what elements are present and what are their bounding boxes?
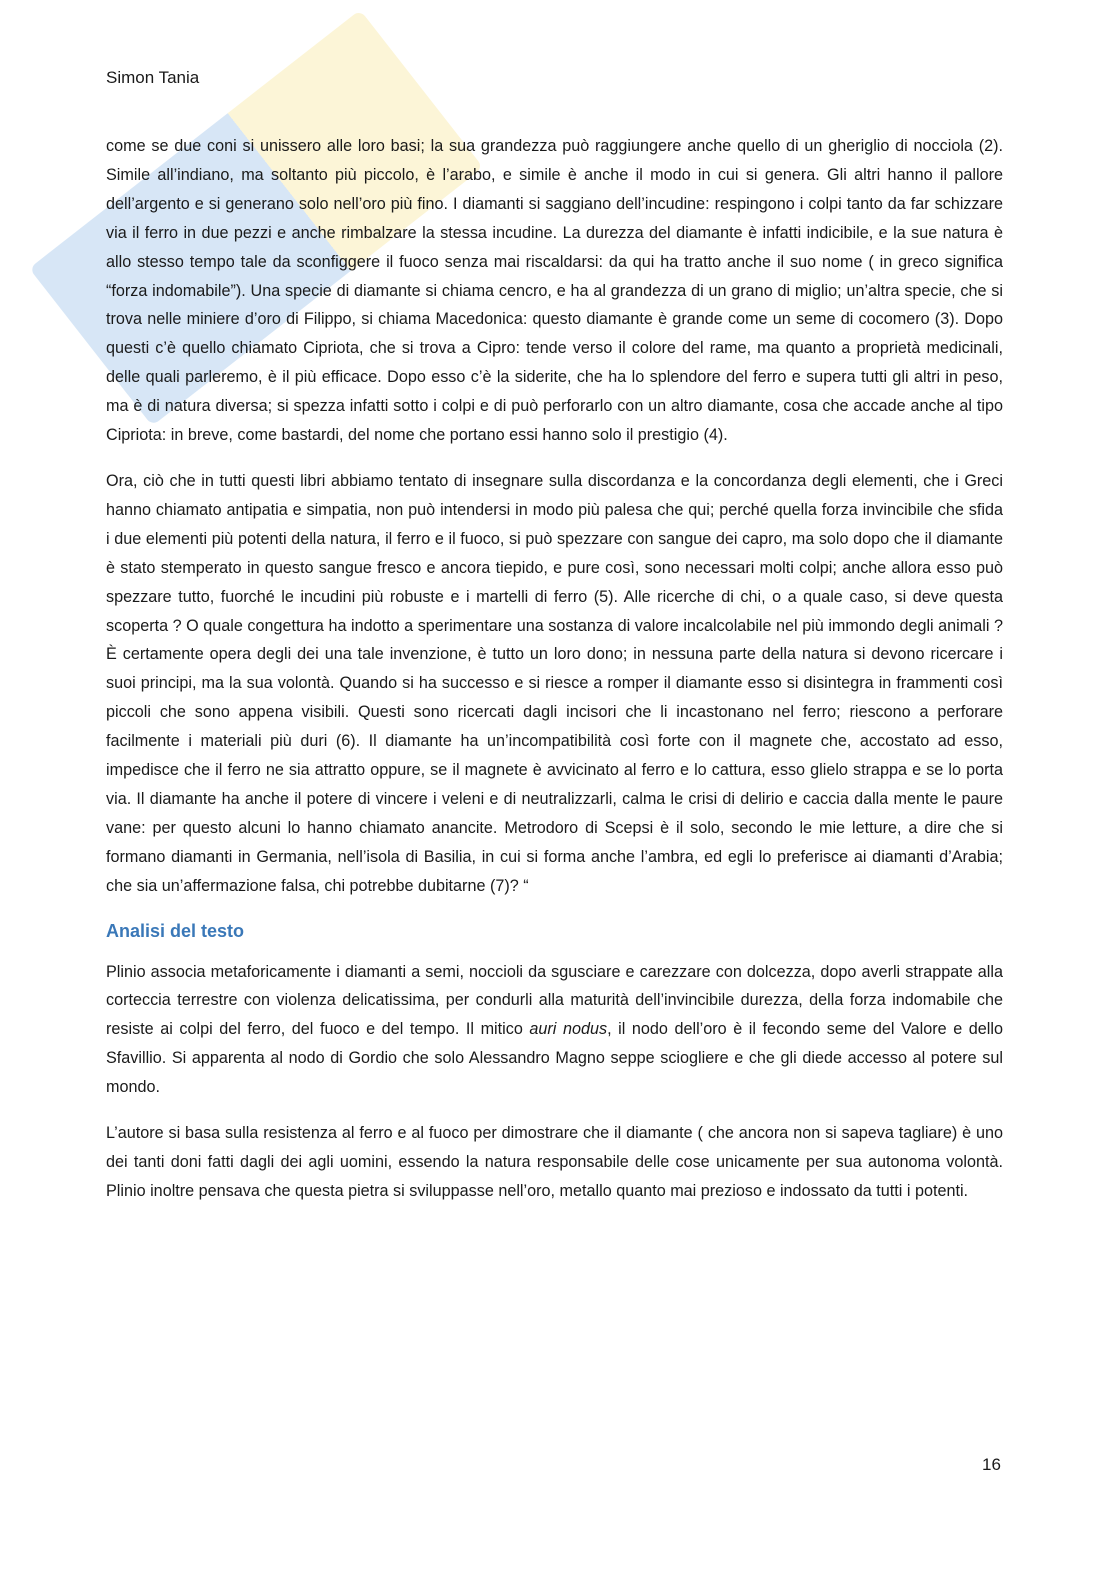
paragraph: L’autore si basa sulla resistenza al ferro e al fuoco per dimostrare che il diamante ( che ancora non si sapeva tagliare) è uno dei tanti doni fatti dagli dei agli uomini, essendo la natura responsabile delle cose unicamente per sua autonoma volontà. Plinio inoltre pensava che questa pietra si sviluppasse nell’oro, metallo quanto mai prezioso e indossato da tutti i potenti. — [106, 1124, 1003, 1200]
text-run: Plinio associa metaforicamente i diamanti a semi, noccioli da sgusciare e carezzare con dolcezza, dopo averli strappate alla corteccia terrestre con violenza delicatissima, per condurli alla maturità dell’invincibile durezza, della forza indomabile che resiste ai colpi del ferro, del fuoco e del tempo. Il mitico — [106, 962, 1003, 1039]
italic-term: auri nodus — [529, 1020, 608, 1039]
document-body — [106, 132, 1003, 1223]
paragraph — [106, 958, 1003, 1103]
paragraph: come se due coni si unissero alle loro basi; la sua grandezza può raggiungere anche quello di un gheriglio di nocciola (2). Simile all’indiano, ma soltanto più piccolo, è l’arabo, e simile è anche il modo in cui si genera. Gli altri hanno il pallore dell’argento e si generano solo nell’oro più fino. I diamanti si saggiano dell’incudine: respingono i colpi tanto da far schizzare via il ferro in due pezzi e anche rimbalzare la stessa incudine. La durezza del diamante è infatti indicibile, e la sue natura è allo stesso tempo tale da sconfiggere il fuoco senza mai riscaldarsi: da qui ha tratto anche il suo nome ( in greco significa “forza indomabile”). Una specie di diamante si chiama cencro, e ha al grandezza di un grano di miglio; un’altra specie, che si trova nelle miniere d’oro di Filippo, si chiama Macedonica: questo diamante è grande come un seme di cocomero (3). Dopo questi c’è quello chiamato Cipriota, che si trova a Cipro: tende verso il colore del rame, ma quanto a proprietà medicinali, delle quali parleremo, è il più efficace. Dopo esso c’è la siderite, che ha lo splendore del ferro e supera tutti gli altri in peso, ma è di natura diversa; si spezza infatti sotto i colpi e di può perforarlo con un altro diamante, cosa che accade anche al tipo Cipriota: in breve, come bastardi, del nome che portano essi hanno solo il prestigio (4). — [106, 137, 1003, 445]
section-heading: Analisi del testo — [106, 920, 245, 941]
text-run: , il nodo dell’oro è il fecondo seme del Valore e dello Sfavillio. Si apparenta al nodo di Gordio che solo Alessandro Magno seppe sciogliere e che gli diede accesso al potere sul mondo. — [106, 1020, 1003, 1097]
paragraph: Ora, ciò che in tutti questi libri abbiamo tentato di insegnare sulla discordanza e la concordanza degli elementi, che i Greci hanno chiamato antipatia e simpatia, non può intendersi in modo più palesa che qui; perché quella forza invincibile che sfida i due elementi più potenti della natura, il ferro e il fuoco, si può spezzare con sangue dei capro, ma solo dopo che il diamante è stato stemperato in questo sangue fresco e ancora tiepido, e pure così, sono necessari molti colpi; anche allora esso può spezzare tutto, fuorché le incudini più robuste e i martelli di ferro (5). Alle ricerche di chi, o a quale caso, si deve questa scoperta ? O quale congettura ha indotto a sperimentare una sostanza di valore incalcolabile nel più immondo degli animali ? È certamente opera degli dei una tale invenzione, è tutto un loro dono; in nessuna parte della natura si devono ricercare i suoi principi, ma la sua volontà. Quando si ha successo e si riesce a romper il diamante esso si disintegra in frammenti così piccoli che sono appena visibili. Questi sono ricercati dagli incisori che li incastonano nel ferro; riescono a perforare facilmente i materiali più duri (6). Il diamante ha un’incompatibilità così forte con il magnete che, accostato ad esso, impedisce che il ferro ne sia attratto oppure, se il magnete è avvicinato al ferro e lo cattura, esso glielo strappa e se lo porta via. Il diamante ha anche il potere di vincere i veleni e di neutralizzarli, calma le crisi di delirio e caccia dalla mente le paure vane: per questo alcuni lo hanno chiamato anancite. Metrodoro di Scepsi è il solo, secondo le mie letture, a dire che si formano diamanti in Germania, nell’isola di Basilia, in cui si forma anche l’ambra, ed egli lo preferisce ai diamanti d’Arabia; che sia un’affermazione falsa, chi potrebbe dubitarne (7)? “ — [106, 471, 1003, 895]
page-header-author: Simon Tania — [106, 68, 200, 87]
page-number: 16 — [982, 1455, 1001, 1474]
